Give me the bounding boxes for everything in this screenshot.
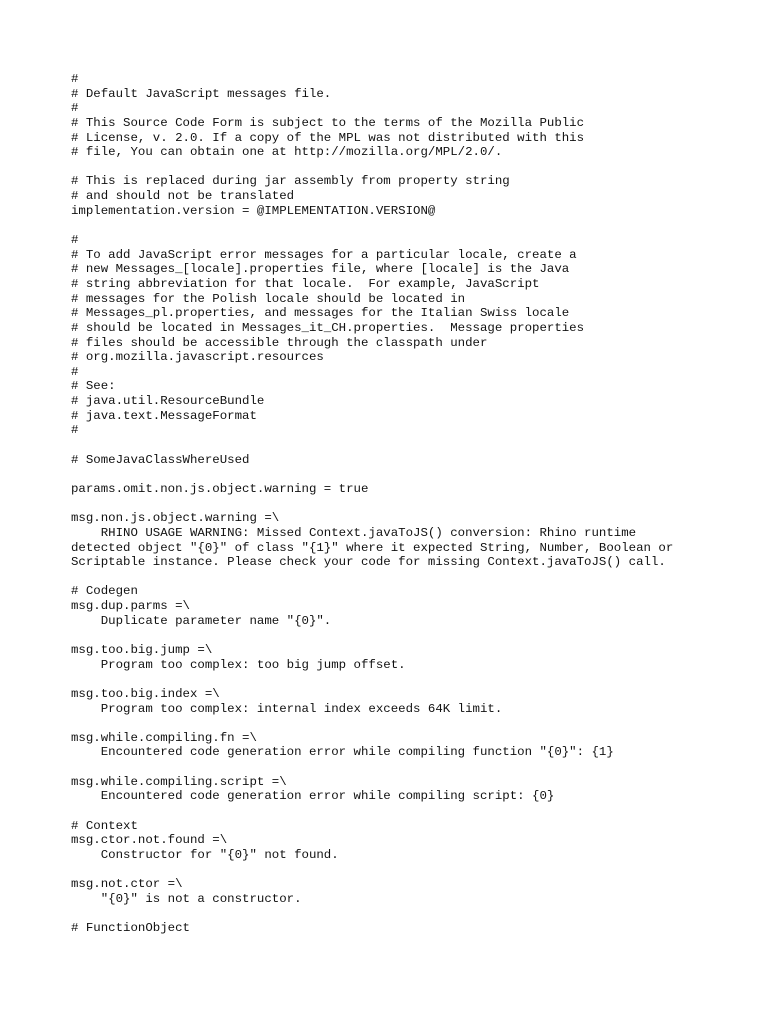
document-line: # To add JavaScript error messages for a particular locale, create a: [71, 247, 577, 262]
document-line: [71, 497, 748, 512]
document-line: #: [71, 101, 79, 116]
document-line: [71, 218, 748, 233]
document-line: Program too complex: internal index exceeds 64K limit.: [71, 701, 503, 716]
document-line: detected object "{0}" of class "{1}" where it expected String, Number, Boolean or: [71, 540, 674, 555]
document-line: # java.text.MessageFormat: [71, 408, 257, 423]
document-line: [71, 672, 748, 687]
document-line: msg.too.big.jump =\: [71, 642, 213, 657]
document-line: [71, 804, 748, 819]
document-line: msg.too.big.index =\: [71, 686, 220, 701]
document-line: [71, 863, 748, 878]
document-line: Encountered code generation error while compiling function "{0}": {1}: [71, 745, 614, 760]
document-line: [71, 716, 748, 731]
document-line: # Default JavaScript messages file.: [71, 86, 332, 101]
document-line: # string abbreviation for that locale. For example, JavaScript: [71, 276, 540, 291]
document-line: Constructor for "{0}" not found.: [71, 847, 339, 862]
document-line: # License, v. 2.0. If a copy of the MPL was not distributed with this: [71, 130, 585, 145]
document-line: msg.not.ctor =\: [71, 877, 183, 892]
document-line: # See:: [71, 379, 116, 394]
document-line: RHINO USAGE WARNING: Missed Context.javaToJS() conversion: Rhino runtime: [71, 525, 637, 540]
document-line: # java.util.ResourceBundle: [71, 394, 265, 409]
document-line: # Context: [71, 818, 138, 833]
document-line: # messages for the Polish locale should be located in: [71, 291, 466, 306]
document-line: Duplicate parameter name "{0}".: [71, 613, 332, 628]
document-line: # SomeJavaClassWhereUsed: [71, 452, 250, 467]
document-line: Program too complex: too big jump offset.: [71, 657, 406, 672]
document-line: msg.ctor.not.found =\: [71, 833, 228, 848]
document-line: # FunctionObject: [71, 921, 190, 936]
document-line: # Messages_pl.properties, and messages for the Italian Swiss locale: [71, 306, 570, 321]
document-line: msg.while.compiling.script =\: [71, 774, 287, 789]
document-line: # and should not be translated: [71, 189, 295, 204]
document-line: msg.non.js.object.warning =\: [71, 511, 280, 526]
document-line: #: [71, 364, 79, 379]
document-page: [71, 72, 748, 936]
document-line: #: [71, 423, 79, 438]
document-line: Scriptable instance. Please check your code for missing Context.javaToJS() call.: [71, 555, 666, 570]
document-line: "{0}" is not a constructor.: [71, 891, 302, 906]
document-line: # org.mozilla.javascript.resources: [71, 350, 324, 365]
document-line: [71, 628, 748, 643]
document-line: #: [71, 233, 79, 248]
document-line: [71, 467, 748, 482]
document-line: # new Messages_[locale].properties file, where [locale] is the Java: [71, 262, 570, 277]
document-line: params.omit.non.js.object.warning = true: [71, 481, 369, 496]
document-line: # This Source Code Form is subject to the terms of the Mozilla Public: [71, 115, 585, 130]
document-line: [71, 438, 748, 453]
document-line: # file, You can obtain one at http://mozilla.org/MPL/2.0/.: [71, 145, 503, 160]
document-line: [71, 160, 748, 175]
document-line: # Codegen: [71, 584, 138, 599]
document-line: [71, 760, 748, 775]
document-line: implementation.version = @IMPLEMENTATION.VERSION@: [71, 203, 436, 218]
document-line: # files should be accessible through the classpath under: [71, 335, 488, 350]
document-line: [71, 570, 748, 585]
document-line: # This is replaced during jar assembly from property string: [71, 174, 510, 189]
document-line: # should be located in Messages_it_CH.properties. Message properties: [71, 320, 585, 335]
document-line: [71, 907, 748, 922]
document-line: msg.dup.parms =\: [71, 599, 190, 614]
document-line: #: [71, 72, 79, 86]
document-line: Encountered code generation error while compiling script: {0}: [71, 789, 555, 804]
document-line: msg.while.compiling.fn =\: [71, 730, 257, 745]
